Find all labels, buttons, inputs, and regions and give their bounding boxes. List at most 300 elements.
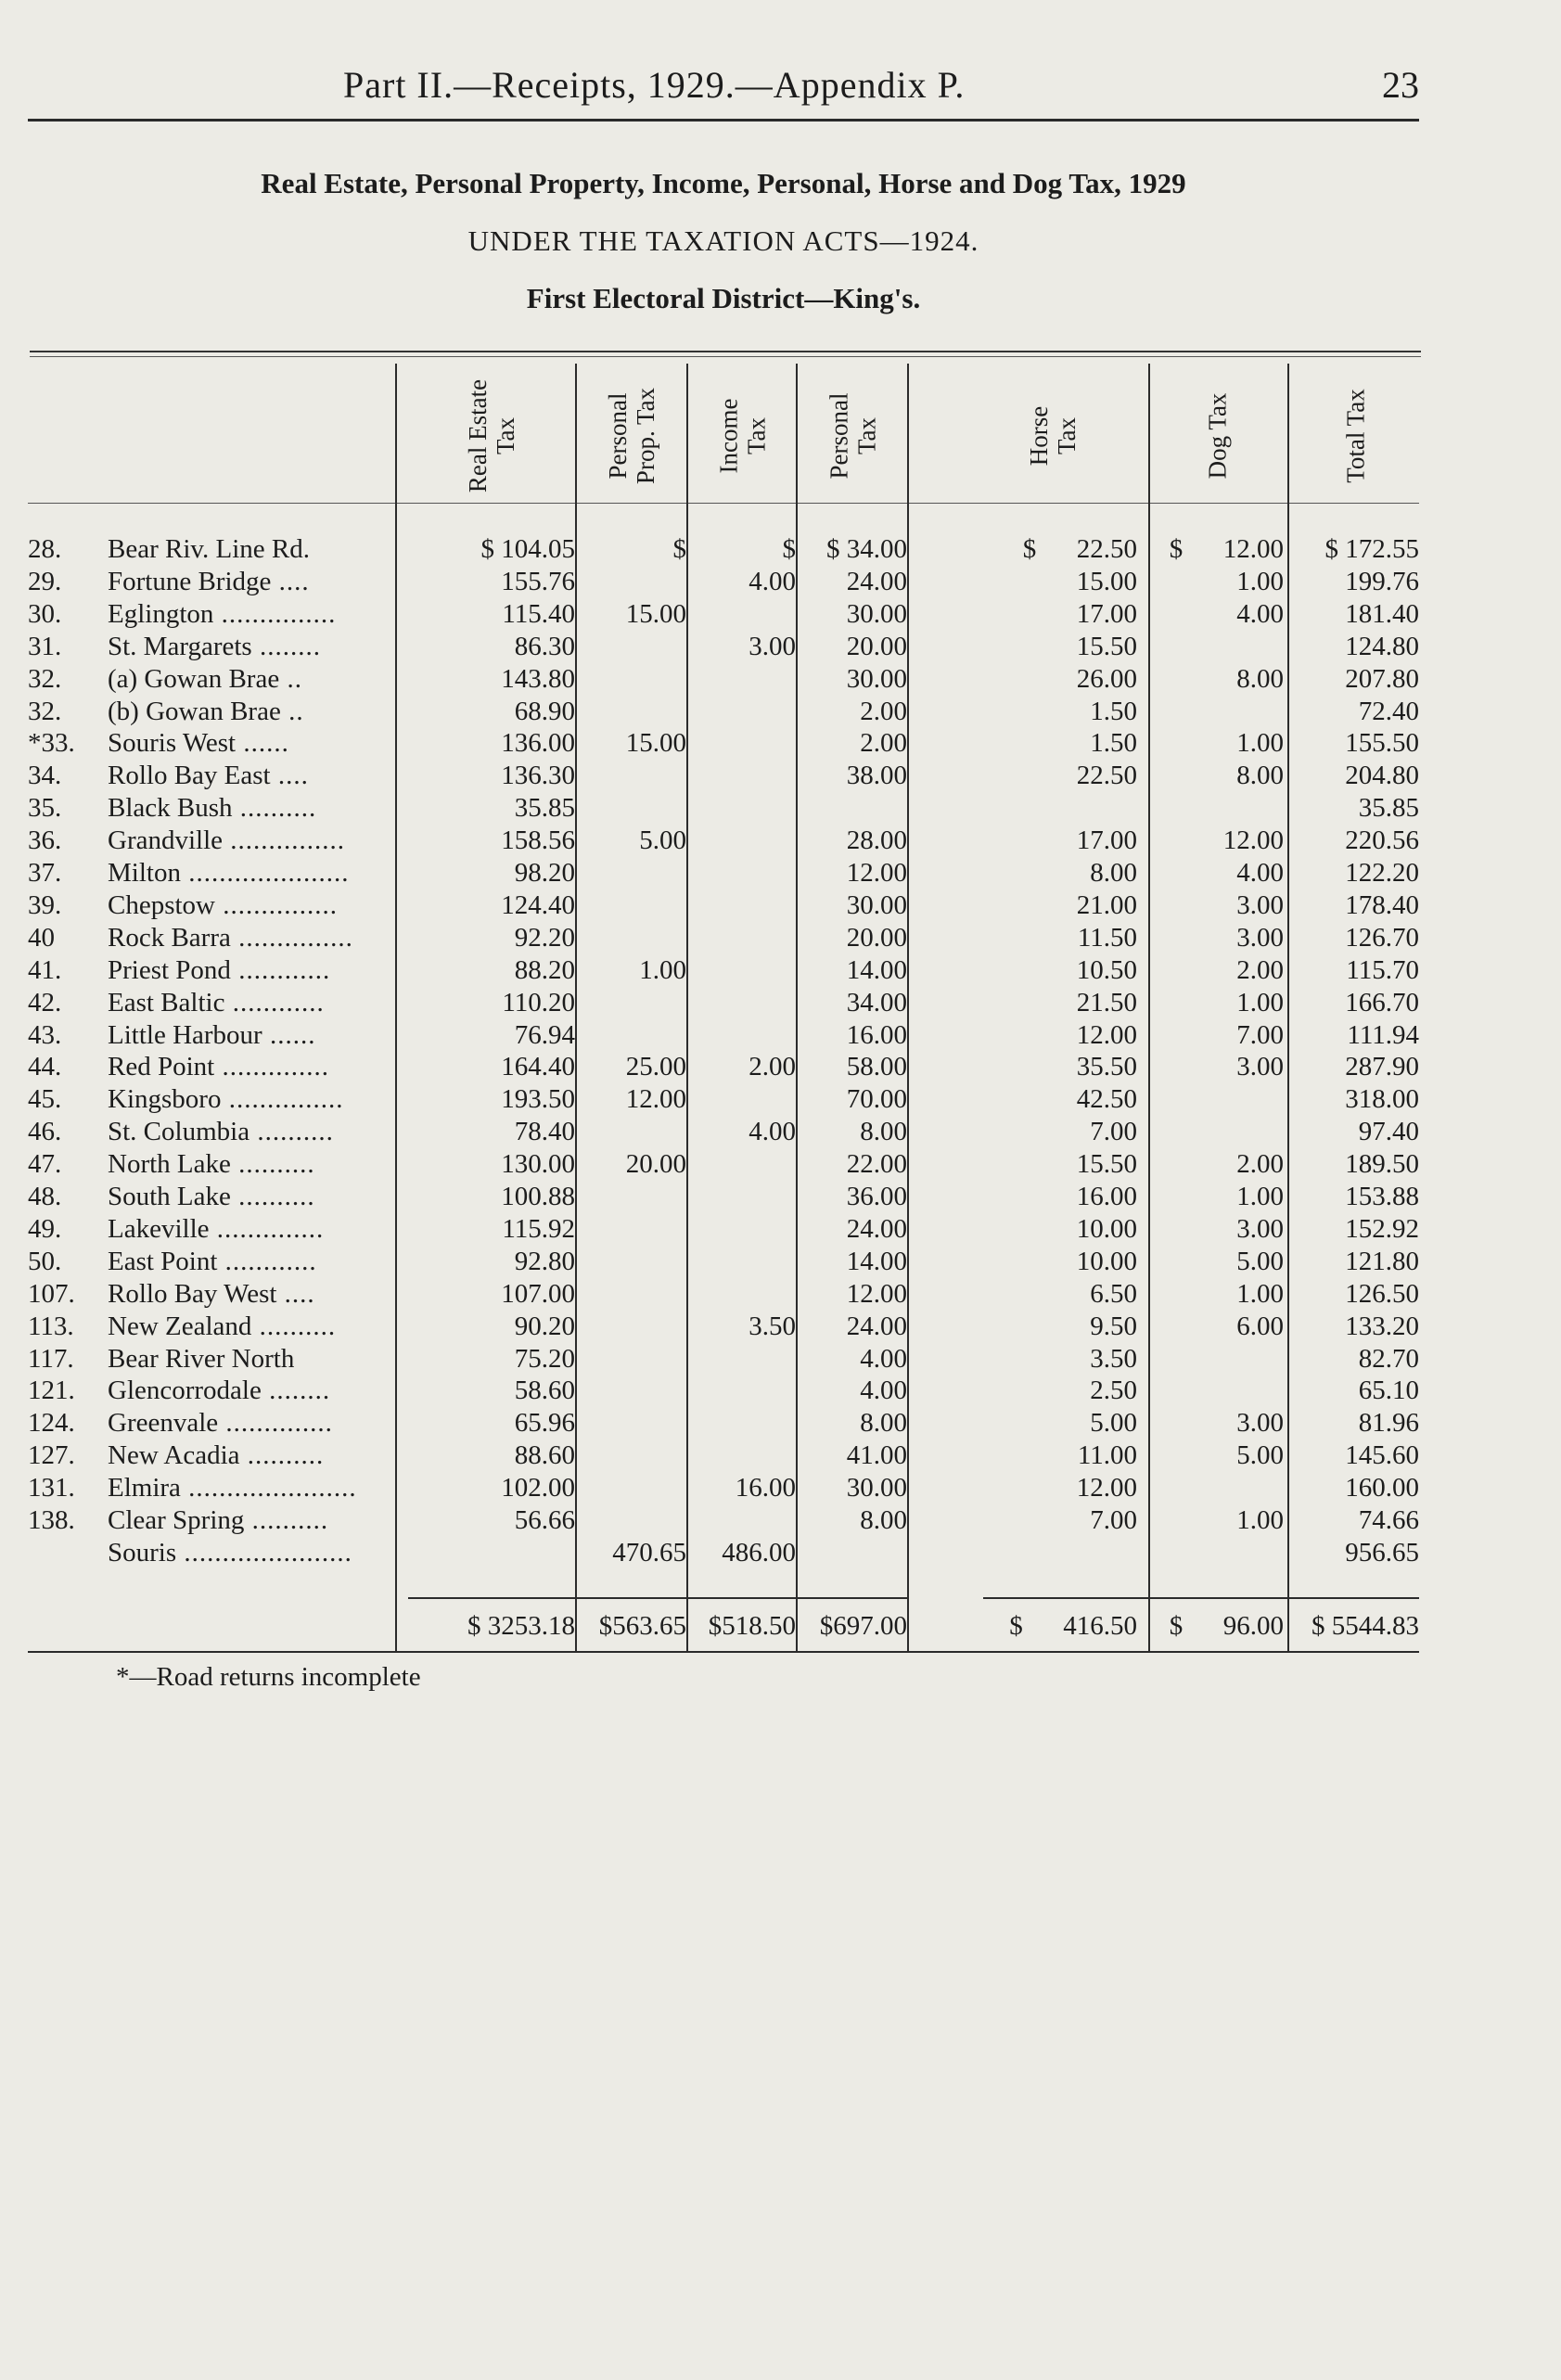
district-name-text: Eglington (108, 598, 214, 629)
leader-dots: .... (270, 761, 309, 791)
total-tax: 207.80 (1345, 663, 1419, 694)
district-name-text: Souris (108, 1537, 177, 1567)
table-row (0, 988, 1561, 1020)
personal-tax: 28.00 (846, 825, 907, 856)
total-tax: $ 172.55 (1324, 534, 1419, 564)
total-dog: $ 96.00 (1169, 1611, 1284, 1641)
district-name (108, 664, 395, 695)
personal-tax: 2.00 (860, 728, 907, 759)
horse-tax: 42.50 (1076, 1084, 1137, 1115)
personal-prop-tax: $ (672, 534, 686, 564)
table-top-rule (30, 351, 1421, 352)
total-tax: 82.70 (1358, 1343, 1419, 1374)
district-name-text: Greenvale (108, 1408, 219, 1439)
table-row (0, 1084, 1561, 1117)
income-tax: 16.00 (735, 1473, 796, 1503)
personal-tax: 24.00 (846, 566, 907, 596)
horse-tax: 1.50 (1090, 728, 1137, 759)
total-income: $518.50 (708, 1611, 796, 1641)
table-bottom-rule (28, 1651, 1419, 1653)
total-tax: 204.80 (1345, 761, 1419, 791)
row-number: 44. (28, 1052, 62, 1082)
leader-dots: ............ (217, 1246, 317, 1276)
district-name (108, 955, 395, 986)
real-estate-tax: 124.40 (501, 889, 575, 920)
row-number: 29. (28, 566, 62, 596)
row-number: 138. (28, 1505, 75, 1535)
total-personal: $697.00 (819, 1611, 907, 1641)
header-rule (28, 503, 1419, 504)
totals-rule-right (983, 1597, 1419, 1599)
leader-dots: .......... (250, 1117, 334, 1147)
district-name (108, 599, 395, 630)
leader-dots: ...... (236, 728, 289, 759)
dog-tax: 5.00 (1236, 1246, 1284, 1276)
dog-tax: 1.00 (1236, 987, 1284, 1017)
district-name-text: Bear River North (108, 1343, 295, 1374)
total-tax: 181.40 (1345, 598, 1419, 629)
horse-tax: 12.00 (1076, 1019, 1137, 1050)
leader-dots: ..................... (180, 858, 350, 888)
personal-prop-tax: 5.00 (639, 825, 686, 856)
row-number: 36. (28, 825, 62, 856)
row-number: 107. (28, 1278, 75, 1309)
district-name-text: Glencorrodale (108, 1376, 262, 1406)
real-estate-tax: 88.20 (514, 954, 575, 985)
real-estate-tax: 90.20 (514, 1311, 575, 1341)
row-number: 124. (28, 1408, 75, 1439)
district-name-text: Kingsboro (108, 1084, 222, 1115)
horse-tax: 6.50 (1090, 1278, 1137, 1309)
header-horse-tax: Horse Tax (1024, 405, 1081, 467)
table-row (0, 1505, 1561, 1538)
horse-tax: 17.00 (1076, 825, 1137, 856)
row-number: 48. (28, 1182, 62, 1211)
personal-tax: 70.00 (846, 1084, 907, 1115)
real-estate-tax: 100.88 (501, 1182, 575, 1211)
real-estate-tax: 92.80 (514, 1246, 575, 1276)
district-name (108, 1279, 395, 1310)
leader-dots: .... (276, 1278, 315, 1309)
personal-prop-tax: 25.00 (625, 1052, 686, 1082)
income-tax: 486.00 (722, 1537, 796, 1567)
real-estate-tax: 115.92 (502, 1213, 575, 1244)
table-row (0, 567, 1561, 599)
leader-dots: ...... (262, 1019, 316, 1050)
district-name-text: Milton (108, 858, 181, 888)
horse-tax: 21.00 (1076, 889, 1137, 920)
district-name (108, 728, 395, 759)
dog-tax: 1.00 (1236, 566, 1284, 596)
total-tax: 160.00 (1345, 1473, 1419, 1503)
dog-tax: 1.00 (1236, 728, 1284, 759)
real-estate-tax: 115.40 (502, 598, 575, 629)
row-number: 50. (28, 1246, 62, 1276)
table-row (0, 761, 1561, 793)
table-row (0, 1182, 1561, 1214)
real-estate-tax: 88.60 (514, 1440, 575, 1471)
total-tax: 122.20 (1345, 858, 1419, 888)
district-name (108, 1052, 395, 1082)
table-row (0, 1117, 1561, 1149)
district-name (108, 1473, 395, 1503)
district-name-text: Black Bush (108, 793, 233, 824)
district-name-text: Rock Barra (108, 922, 231, 953)
real-estate-tax: $ 104.05 (480, 534, 575, 564)
horse-tax: 10.50 (1076, 954, 1137, 985)
horse-tax: 10.00 (1076, 1213, 1137, 1244)
table-row (0, 697, 1561, 729)
real-estate-tax: 86.30 (514, 631, 575, 661)
table-row (0, 890, 1561, 923)
table-row (0, 825, 1561, 858)
table-row (0, 1020, 1561, 1053)
income-tax: 3.50 (749, 1311, 796, 1341)
leader-dots: .... (271, 566, 310, 596)
leader-dots: ........ (251, 631, 321, 661)
district-title: First Electoral District—King's. (526, 282, 921, 314)
table-row (0, 728, 1561, 761)
district-name (108, 1084, 395, 1115)
total-tax: 153.88 (1345, 1182, 1419, 1211)
district-name-text: Fortune Bridge (108, 566, 272, 596)
personal-prop-tax: 15.00 (625, 728, 686, 759)
total-tax: 35.85 (1358, 793, 1419, 824)
leader-dots: .............. (209, 1213, 325, 1244)
table-top-rule-thin (30, 356, 1421, 357)
personal-tax: 8.00 (860, 1408, 907, 1439)
total-tax: 97.40 (1358, 1117, 1419, 1147)
total-tax: 74.66 (1358, 1505, 1419, 1535)
dog-tax: 12.00 (1222, 825, 1284, 856)
leader-dots: .......... (230, 1182, 315, 1211)
totals-rule-left (408, 1597, 909, 1599)
horse-tax: 15.00 (1076, 566, 1137, 596)
horse-tax: 17.00 (1076, 598, 1137, 629)
row-number: 42. (28, 987, 62, 1017)
dog-tax: 4.00 (1236, 858, 1284, 888)
district-name (108, 890, 395, 921)
personal-prop-tax: 12.00 (625, 1084, 686, 1115)
table-row (0, 955, 1561, 988)
real-estate-tax: 56.66 (514, 1505, 575, 1535)
personal-tax: 14.00 (846, 954, 907, 985)
real-estate-tax: 98.20 (514, 858, 575, 888)
district-name (108, 761, 395, 791)
horse-tax: 8.00 (1090, 858, 1137, 888)
leader-dots: .............. (218, 1408, 333, 1439)
leader-dots: ...................... (180, 1473, 357, 1503)
total-tax: 121.80 (1345, 1246, 1419, 1276)
horse-tax: 22.50 (1076, 761, 1137, 791)
total-tax: 956.65 (1345, 1537, 1419, 1567)
district-name (108, 1247, 395, 1277)
personal-tax: 41.00 (846, 1440, 907, 1471)
horse-tax: 2.50 (1090, 1376, 1137, 1406)
total-tax: 189.50 (1345, 1149, 1419, 1180)
dog-tax: 8.00 (1236, 663, 1284, 694)
district-name-text: St. Columbia (108, 1117, 250, 1147)
real-estate-tax: 65.96 (514, 1408, 575, 1439)
total-personal-prop: $563.65 (598, 1611, 686, 1641)
running-head (28, 63, 1419, 119)
personal-tax: 20.00 (846, 631, 907, 661)
district-name-text: Lakeville (108, 1213, 210, 1244)
real-estate-tax: 76.94 (514, 1019, 575, 1050)
leader-dots: ............ (224, 987, 325, 1017)
personal-tax: 8.00 (860, 1505, 907, 1535)
income-tax: 4.00 (749, 1117, 796, 1147)
row-number: 117. (28, 1343, 74, 1374)
table-row (0, 1312, 1561, 1344)
total-tax: 115.70 (1346, 954, 1419, 985)
table-row (0, 1440, 1561, 1473)
leader-dots: .......... (244, 1505, 329, 1535)
table-row (0, 1344, 1561, 1376)
district-name (108, 697, 395, 727)
row-number: 46. (28, 1117, 62, 1147)
real-estate-tax: 136.00 (501, 728, 575, 759)
district-name-text: Red Point (108, 1052, 215, 1082)
personal-tax: 8.00 (860, 1117, 907, 1147)
leader-dots: ............... (223, 825, 346, 856)
total-tax: 166.70 (1345, 987, 1419, 1017)
leader-dots: ...................... (176, 1537, 352, 1567)
total-tax: 220.56 (1345, 825, 1419, 856)
personal-tax: 22.00 (846, 1149, 907, 1180)
dog-tax: 1.00 (1236, 1182, 1284, 1211)
income-tax: 4.00 (749, 566, 796, 596)
district-name (108, 534, 395, 565)
district-name (108, 1408, 395, 1439)
table-row (0, 632, 1561, 664)
district-name-text: Rollo Bay West (108, 1278, 277, 1309)
total-tax: 124.80 (1345, 631, 1419, 661)
district-name-text: Priest Pond (108, 954, 231, 985)
real-estate-tax: 143.80 (501, 663, 575, 694)
row-number: 37. (28, 858, 62, 888)
row-number: 28. (28, 534, 62, 564)
personal-tax: 34.00 (846, 987, 907, 1017)
table-row (0, 599, 1561, 632)
total-tax: 155.50 (1345, 728, 1419, 759)
dog-tax: 2.00 (1236, 1149, 1284, 1180)
district-name-text: East Baltic (108, 987, 225, 1017)
table-row (0, 793, 1561, 825)
row-number: 45. (28, 1084, 62, 1115)
district-name-text: Grandville (108, 825, 224, 856)
horse-tax: 7.00 (1090, 1505, 1137, 1535)
dog-tax: $ 12.00 (1169, 534, 1284, 564)
total-tax: 199.76 (1345, 566, 1419, 596)
total-tax: 72.40 (1358, 696, 1419, 726)
district-name (108, 1020, 395, 1051)
row-number: 31. (28, 631, 62, 661)
district-name-text: Little Harbour (108, 1019, 262, 1050)
running-head-rule (28, 119, 1419, 122)
total-tax: 287.90 (1345, 1052, 1419, 1082)
district-name (108, 923, 395, 953)
table-row (0, 1538, 1561, 1570)
leader-dots: ............... (221, 1084, 344, 1115)
header-real-estate-tax: Real Estate Tax (463, 378, 519, 493)
horse-tax: $ 22.50 (1022, 534, 1137, 564)
district-name (108, 988, 395, 1018)
horse-tax: 15.50 (1076, 631, 1137, 661)
dog-tax: 3.00 (1236, 1052, 1284, 1082)
horse-tax: 5.00 (1090, 1408, 1137, 1439)
personal-tax: 30.00 (846, 663, 907, 694)
leader-dots: ............ (230, 954, 331, 985)
personal-tax: 2.00 (860, 696, 907, 726)
table-row (0, 1052, 1561, 1084)
total-tax: 81.96 (1358, 1408, 1419, 1439)
personal-tax: 12.00 (846, 858, 907, 888)
header-income-tax: Income Tax (714, 398, 770, 474)
leader-dots: .............. (214, 1052, 329, 1082)
district-name-text: Bear Riv. Line Rd. (108, 534, 310, 564)
real-estate-tax: 92.20 (514, 922, 575, 953)
income-tax: 3.00 (749, 631, 796, 661)
district-name-text: East Point (108, 1246, 218, 1276)
header-dog-tax: Dog Tax (1202, 392, 1231, 480)
district-name-text: (a) Gowan Brae (108, 663, 280, 694)
real-estate-tax: 130.00 (501, 1149, 575, 1180)
dog-tax: 1.00 (1236, 1278, 1284, 1309)
row-number: 30. (28, 598, 62, 629)
income-tax: $ (782, 534, 796, 564)
district-name-text: (b) Gowan Brae (108, 696, 281, 726)
real-estate-tax: 107.00 (501, 1278, 575, 1309)
district-name (108, 1376, 395, 1406)
leader-dots: ........ (261, 1376, 331, 1406)
row-number: 127. (28, 1440, 75, 1471)
dog-tax: 3.00 (1236, 1408, 1284, 1439)
running-head-title: Part II.—Receipts, 1929.—Appendix P. (343, 64, 966, 106)
personal-tax: 24.00 (846, 1213, 907, 1244)
personal-tax: 24.00 (846, 1311, 907, 1341)
horse-tax: 3.50 (1090, 1343, 1137, 1374)
horse-tax: 11.50 (1077, 922, 1137, 953)
row-number: 35. (28, 793, 62, 824)
real-estate-tax: 158.56 (501, 825, 575, 856)
district-name (108, 1505, 395, 1536)
row-number: 131. (28, 1473, 75, 1503)
personal-tax: 16.00 (846, 1019, 907, 1050)
row-number: 47. (28, 1149, 62, 1180)
district-name (108, 1344, 395, 1375)
leader-dots: ............... (213, 598, 337, 629)
real-estate-tax: 102.00 (501, 1473, 575, 1503)
leader-dots: .......... (230, 1149, 315, 1180)
real-estate-tax: 58.60 (514, 1376, 575, 1406)
district-name (108, 1214, 395, 1245)
real-estate-tax: 155.76 (501, 566, 575, 596)
table-row (0, 1214, 1561, 1247)
district-name-text: Rollo Bay East (108, 761, 271, 791)
total-tax: 133.20 (1345, 1311, 1419, 1341)
dog-tax: 3.00 (1236, 889, 1284, 920)
dog-tax: 8.00 (1236, 761, 1284, 791)
table-row (0, 664, 1561, 697)
real-estate-tax: 35.85 (514, 793, 575, 824)
totals-row (0, 1611, 1561, 1648)
leader-dots: ............... (215, 889, 338, 920)
table-row (0, 923, 1561, 955)
district-name (108, 1149, 395, 1180)
personal-prop-tax: 20.00 (625, 1149, 686, 1180)
header-personal-tax: Personal Tax (824, 392, 880, 480)
district-name (108, 793, 395, 824)
personal-tax: 12.00 (846, 1278, 907, 1309)
personal-tax: $ 34.00 (826, 534, 907, 564)
horse-tax: 12.00 (1076, 1473, 1137, 1503)
personal-prop-tax: 15.00 (625, 598, 686, 629)
district-name (108, 1312, 395, 1342)
real-estate-tax: 164.40 (501, 1052, 575, 1082)
personal-tax: 30.00 (846, 1473, 907, 1503)
row-number: 32. (28, 663, 62, 694)
table-row (0, 1408, 1561, 1440)
dog-tax: 5.00 (1236, 1440, 1284, 1471)
footnote: *—Road returns incomplete (116, 1662, 421, 1692)
row-number: 113. (28, 1311, 74, 1341)
table-row (0, 1149, 1561, 1182)
leader-dots: ............... (230, 922, 353, 953)
horse-tax: 35.50 (1076, 1052, 1137, 1082)
page-number: 23 (1382, 64, 1419, 106)
district-name-text: New Zealand (108, 1311, 252, 1341)
district-name-text: North Lake (108, 1149, 231, 1180)
row-number: 40 (28, 922, 55, 953)
leader-dots: .. (279, 663, 302, 694)
row-number: 39. (28, 889, 62, 920)
personal-tax: 4.00 (860, 1376, 907, 1406)
dog-tax: 1.00 (1236, 1505, 1284, 1535)
horse-tax: 26.00 (1076, 663, 1137, 694)
income-tax: 2.00 (749, 1052, 796, 1082)
district-name (108, 567, 395, 597)
real-estate-tax: 193.50 (501, 1084, 575, 1115)
total-tax: 126.70 (1345, 922, 1419, 953)
personal-prop-tax: 470.65 (612, 1537, 686, 1567)
horse-tax: 21.50 (1076, 987, 1137, 1017)
personal-tax: 30.00 (846, 598, 907, 629)
district-name (108, 1440, 395, 1471)
header-total-tax: Total Tax (1341, 389, 1370, 483)
dog-tax: 4.00 (1236, 598, 1284, 629)
district-name (108, 1117, 395, 1147)
table-row (0, 1247, 1561, 1279)
horse-tax: 9.50 (1090, 1311, 1137, 1341)
horse-tax: 15.50 (1076, 1149, 1137, 1180)
district-name (108, 632, 395, 662)
total-total: $ 5544.83 (1311, 1611, 1419, 1641)
row-number: 32. (28, 696, 62, 726)
total-tax: 152.92 (1345, 1213, 1419, 1244)
leader-dots: .......... (239, 1440, 325, 1471)
horse-tax: 7.00 (1090, 1117, 1137, 1147)
personal-tax: 58.00 (846, 1052, 907, 1082)
total-tax: 145.60 (1345, 1440, 1419, 1471)
personal-tax: 38.00 (846, 761, 907, 791)
dog-tax: 2.00 (1236, 954, 1284, 985)
total-tax: 178.40 (1345, 889, 1419, 920)
district-name (108, 858, 395, 889)
dog-tax: 7.00 (1236, 1019, 1284, 1050)
dog-tax: 3.00 (1236, 1213, 1284, 1244)
total-horse: $ 416.50 (1009, 1611, 1137, 1641)
